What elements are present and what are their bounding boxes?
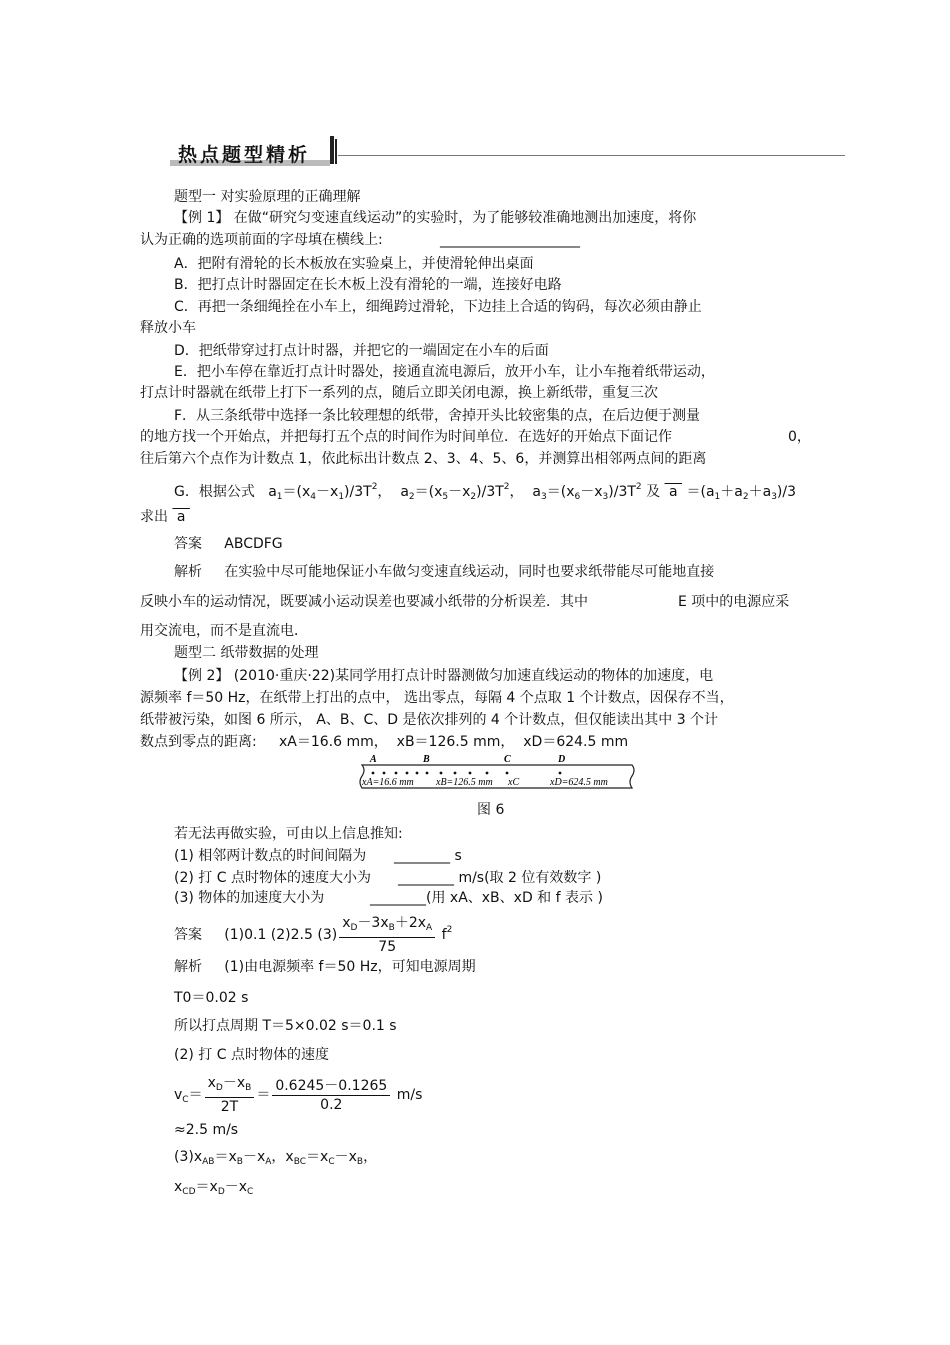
label-a: A xyxy=(370,754,377,765)
dot xyxy=(395,772,398,775)
example1-analysis-line2-end: E 项中的电源应采 xyxy=(678,594,790,610)
question-1: (1) 相邻两计数点的时间间隔为 xyxy=(174,848,367,864)
option-f-line3: 往后第六个点作为计数点 1，依此标出计数点 2、3、4、5、6，并测算出相邻两点间的距离 xyxy=(140,451,707,467)
example1-answer: 答案 ABCDFG xyxy=(174,536,283,552)
dot xyxy=(426,772,429,775)
formula-a2: $a_2=(x_5-x_2)/3T^2$， xyxy=(395,482,524,502)
segment-lengths-line2: $x_{CD}=x_D-x_C$ xyxy=(174,1179,254,1197)
vc-formula: $v_C=$ $\frac{x_D-x_B}{2T}$ ＝ $\frac{0.6245-0.1265}{0.2}$ m/s xyxy=(174,1075,423,1115)
option-c-line1: C．再把一条细绳拴在小车上，细绳跨过滑轮，下边挂上合适的钩码，每次必须由静止 xyxy=(174,299,702,315)
paper-tape-svg xyxy=(356,752,638,796)
dot xyxy=(469,772,472,775)
question-2-blank: ________ m/s(取 2 位有效数字 ) xyxy=(398,870,602,886)
a-bar: a xyxy=(172,509,190,525)
example1-line1: 【例 1】 在做“研究匀变速直线运动”的实验时，为了能够较准确地测出加速度，将你 xyxy=(174,210,697,226)
label-b: B xyxy=(423,754,430,765)
example2-analysis-line1: 解析 (1)由电源频率 f＝50 Hz，可知电源周期 xyxy=(174,959,476,975)
option-d: D．把纸带穿过打点计时器，并把它的一端固定在小车的后面 xyxy=(174,343,549,359)
example1-analysis-line1: 解析 在实验中尽可能地保证小车做匀变速直线运动，同时也要求纸带能尽可能地直接 xyxy=(174,564,715,580)
type1-heading: 题型一 对实验原理的正确理解 xyxy=(174,189,361,205)
header-rule-line xyxy=(338,155,845,156)
example1-answer-blank: ____________________ xyxy=(440,232,580,248)
question-3: (3) 物体的加速度大小为 xyxy=(174,890,325,906)
example1-analysis-line2: 反映小车的运动情况，既要减小运动误差也要减小纸带的分析误差．其中 xyxy=(140,594,588,610)
given-xa: xA＝16.6 mm， xyxy=(278,734,388,750)
tape-xb-label: xB=126.5 mm xyxy=(436,777,493,788)
header-divider-bar xyxy=(330,136,334,164)
option-f-line1: F．从三条纸带中选择一条比较理想的纸带，舍掉开头比较密集的点，在后边便于测量 xyxy=(174,408,701,424)
dot xyxy=(506,772,509,775)
acceleration-fraction: $\frac{x_D-3x_B+2x_A}{75}$ xyxy=(339,914,435,956)
tape-xa-label: xA=16.6 mm xyxy=(362,777,414,788)
period-t0: T0＝0.02 s xyxy=(174,990,249,1006)
dot xyxy=(486,772,489,775)
section-header-banner xyxy=(170,136,845,166)
given-xb: xB＝126.5 mm， xyxy=(396,734,515,750)
label-d: D xyxy=(558,754,566,765)
option-a: A．把附有滑轮的长木板放在实验桌上，并使滑轮伸出桌面 xyxy=(174,256,534,272)
given-xd: xD＝624.5 mm xyxy=(523,734,629,750)
tape-xd-label: xD=624.5 mm xyxy=(550,777,608,788)
option-e-line2: 打点计时器就在纸带上打下一系列的点，随后立即关闭电源，换上新纸带，重复三次 xyxy=(140,385,658,401)
example2-line1: 【例 2】 (2010·重庆·22)某同学用打点计时器测做匀加速直线运动的物体的加速度，电 xyxy=(174,668,714,684)
label-c: C xyxy=(504,754,511,765)
section-title: 热点题型精析 xyxy=(178,144,311,166)
dot xyxy=(383,772,386,775)
paper-tape-figure xyxy=(356,752,638,796)
dot xyxy=(416,772,419,775)
formula-a3: $a_3=(x_6-x_3)/3T^2$ 及 $a =(a_1+a_2+a_3)/3$ xyxy=(527,482,797,502)
question-3-blank: ________(用 xA、xB、xD 和 f 表示 ) xyxy=(370,890,603,906)
question-1-blank: ________ s xyxy=(394,848,462,864)
example1-analysis-line3: 用交流电，而不是直流电． xyxy=(140,623,308,639)
option-g-line2: 求出 a xyxy=(140,509,190,525)
period-t: 所以打点周期 T＝5×0.02 s＝0.1 s xyxy=(174,1018,397,1034)
dot xyxy=(559,772,562,775)
example2-intro: 若无法再做实验，可由以上信息推知: xyxy=(174,826,403,842)
option-e-line1: E．把小车停在靠近打点计时器处，接通直流电源后，放开小车，让小车拖着纸带运动， xyxy=(174,364,715,380)
example2-line4: 数点到零点的距离: xA＝16.6 mm， xB＝126.5 mm， xD＝624.5 mm xyxy=(140,734,629,750)
example1-line2: 认为正确的选项前面的字母填在横线上: xyxy=(140,232,383,248)
option-f-line2-end: 0， xyxy=(788,429,811,445)
figure-caption: 图 6 xyxy=(477,802,505,818)
example2-line2: 源频率 f＝50 Hz，在纸带上打出的点中， 选出零点，每隔 4 个点取 1 个计数点，因保存不当， xyxy=(140,690,734,706)
segment-lengths-line1: $(3)x_{AB}=x_B-x_A$，$x_{BC}=x_C-x_B$， xyxy=(174,1149,378,1167)
option-g-formula xyxy=(174,478,796,506)
option-f-line2: 的地方找一个开始点，并把每打五个点的时间作为时间单位．在选好的开始点下面记作 xyxy=(140,429,672,445)
dot xyxy=(406,772,409,775)
question-2: (2) 打 C 点时物体的速度大小为 xyxy=(174,870,371,886)
vc-intro: (2) 打 C 点时物体的速度 xyxy=(174,1047,329,1063)
example2-answer: 答案 (1)0.1 (2)2.5 (3) $\frac{x_D-3x_B+2x_A}{75}$ $f^2$ xyxy=(174,915,453,955)
example2-line3: 纸带被污染，如图 6 所示， A、B、C、D 是依次排列的 4 个计数点，但仅能读出其中 3 个计 xyxy=(140,712,719,728)
formula-a1: $a_1=(x_4-x_1)/3T^2$， xyxy=(259,482,392,502)
dot xyxy=(454,772,457,775)
option-b: B．把打点计时器固定在长木板上没有滑轮的一端，连接好电路 xyxy=(174,277,562,293)
option-c-line2: 释放小车 xyxy=(140,320,196,336)
type2-heading: 题型二 纸带数据的处理 xyxy=(174,645,319,661)
dot xyxy=(372,772,375,775)
header-divider-bar-thin xyxy=(335,139,337,164)
tape-xc-label: xC xyxy=(508,777,520,788)
vc-approx: ≈2.5 m/s xyxy=(174,1122,239,1138)
option-g-prefix: G．根据公式 xyxy=(174,484,255,500)
dot xyxy=(440,772,443,775)
